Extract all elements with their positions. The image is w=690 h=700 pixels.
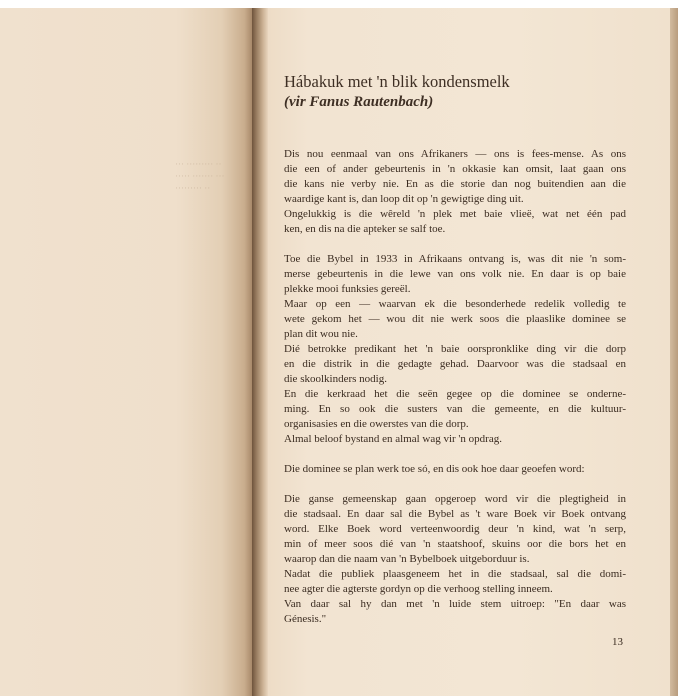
paragraph-gap — [284, 477, 626, 492]
story-body — [284, 147, 626, 627]
book-spread — [0, 8, 678, 696]
text-line: wete gekom het — wou dit nie werk soos die plaaslike dominee se — [284, 313, 626, 325]
text-line: die een of ander gebeurtenis in 'n okkasie kan omsit, laat gaan ons — [284, 163, 626, 175]
text-line: Van daar sal hy dan met 'n luide stem uitroep: "En daar was — [284, 598, 626, 610]
left-page — [0, 8, 252, 696]
show-through-text: ·· ········· ··· ··· ······· ····· ·· ········· — [175, 159, 225, 193]
book-gutter — [252, 8, 268, 696]
text-line: Almal beloof bystand en almal wag vir 'n opdrag. — [284, 433, 502, 445]
text-line: en die distrik in die gedagte gehad. Daarvoor was die stadsaal en — [284, 358, 626, 370]
text-line: Nadat die publiek plaasgeneem het in die stadsaal, sal die domi- — [284, 568, 626, 580]
text-line: plan dit wou nie. — [284, 328, 358, 340]
text-line: Maar op een — waarvan ek die besonderhede redelik volledig te — [284, 298, 626, 310]
text-line: plekke mooi funksies gereël. — [284, 283, 411, 295]
paragraph — [284, 462, 626, 477]
text-line: die kans nie verby nie. En as die storie dan nog buitendien aan die — [284, 178, 626, 190]
text-line: Ongelukkig is die wêreld 'n plek met baie vlieë, wat net één pad — [284, 208, 626, 220]
story-title: Hábakuk met 'n blik kondensmelk — [284, 72, 510, 91]
right-page — [268, 8, 670, 696]
text-line: waarop dan die naam van 'n Bybelboek uitgeborduur is. — [284, 553, 530, 565]
paragraph — [284, 147, 626, 237]
text-line: ming. En so ook die susters van die gemeente, en die kultuur- — [284, 403, 626, 415]
text-line: merse gebeurtenis in die lewe van ons volk nie. En daar is op baie — [284, 268, 626, 280]
text-line: nee agter die agterste gordyn op die verhoog stelling inneem. — [284, 583, 553, 595]
dedication: (vir Fanus Rautenbach) — [284, 94, 434, 110]
text-line: min of meer soos dié van 'n staatshoof, skuins oor die bors het en — [284, 538, 626, 550]
text-line: Dié betrokke predikant het 'n baie oorspronklike ding vir die dorp — [284, 343, 626, 355]
text-line: die stadsaal. En daar sal die Bybel as 't ware Boek vir Boek ontvang — [284, 508, 626, 520]
text-line: Génesis." — [284, 613, 327, 625]
text-line: Dis nou eenmaal van ons Afrikaners — ons is fees-mense. As ons — [284, 148, 626, 160]
page-edge — [670, 8, 678, 696]
paragraph-gap — [284, 237, 626, 252]
text-line: Die ganse gemeenskap gaan opgeroep word vir die plegtigheid in — [284, 493, 626, 505]
text-line: word. Elke Boek word verteenwoordig deur 'n kind, wat 'n serp, — [284, 523, 626, 535]
text-line: Toe die Bybel in 1933 in Afrikaans ontvang is, was dit nie 'n som- — [284, 253, 626, 265]
text-line: die skoolkinders nodig. — [284, 373, 387, 385]
text-line: Die dominee se plan werk toe só, en dis ook hoe daar geoefen word: — [284, 463, 585, 475]
paragraph-gap — [284, 447, 626, 462]
text-line: organisasies en die owerstes van die dorp. — [284, 418, 469, 430]
text-line: waardige kant is, dan loop dit op 'n gewigtige ding uit. — [284, 193, 524, 205]
page-number: 13 — [612, 636, 623, 648]
paragraph — [284, 252, 626, 447]
text-line: En die kerkraad het die seën gegee op die dominee se onderne- — [284, 388, 626, 400]
paragraph — [284, 492, 626, 627]
text-line: ken, en dis na die apteker se salf toe. — [284, 223, 446, 235]
